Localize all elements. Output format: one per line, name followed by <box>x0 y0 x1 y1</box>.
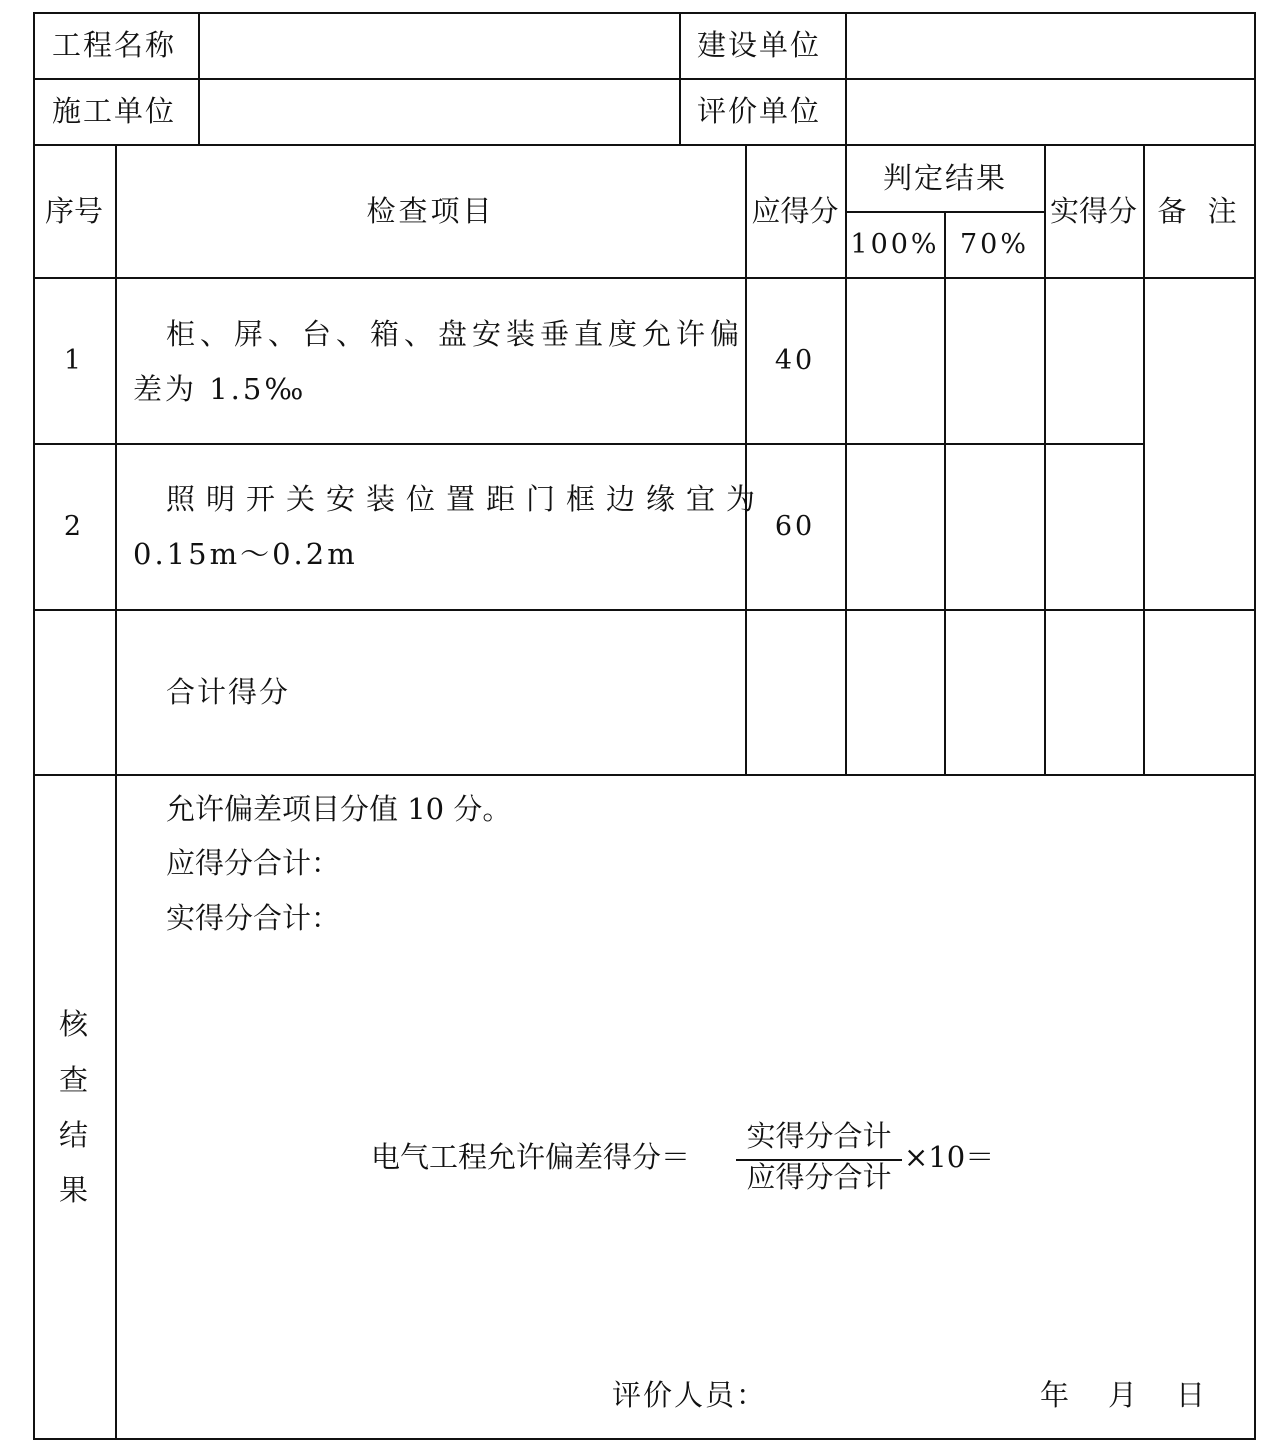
rule-row2-bottom <box>33 609 1256 611</box>
rule-v-header-label2 <box>845 12 847 145</box>
review-label-char-2: 查 <box>59 1063 89 1097</box>
date-month: 月 <box>1108 1378 1138 1412</box>
col-due-score-header: 应得分 <box>751 194 839 228</box>
row2-due-score: 60 <box>774 511 816 542</box>
rule-header-1 <box>33 78 1256 80</box>
row2-seq: 2 <box>63 511 85 542</box>
review-label-char-3: 结 <box>59 1118 89 1152</box>
review-line-2: 应得分合计： <box>166 846 341 880</box>
col-seq-header: 序号 <box>44 194 103 228</box>
row1-due-score: 40 <box>774 345 816 376</box>
col-judgement-header: 判定结果 <box>882 161 1007 195</box>
review-label-char-1: 核 <box>59 1007 89 1041</box>
rule-total-bottom <box>33 774 1256 776</box>
col-pct-70-header: 70% <box>959 229 1029 260</box>
col-remarks-header: 备 注 <box>1157 194 1243 228</box>
rule-v-item <box>745 144 747 775</box>
evaluator-label: 评价人员： <box>612 1378 768 1412</box>
rule-v-actual <box>1143 144 1145 775</box>
construction-unit-label: 建设单位 <box>697 28 822 62</box>
rule-v-pct <box>944 211 946 775</box>
formula-denominator: 应得分合计 <box>746 1160 892 1194</box>
row1-seq: 1 <box>63 345 85 376</box>
col-actual-score-header: 实得分 <box>1049 194 1137 228</box>
review-line-3: 实得分合计： <box>166 901 341 935</box>
col-pct-100-header: 100% <box>850 229 940 260</box>
row1-item-line1: 柜、屏、台、箱、盘安装垂直度允许偏 <box>166 317 745 351</box>
rule-v-judgement <box>1044 144 1046 775</box>
formula-suffix: ×10＝ <box>904 1140 995 1174</box>
col-item-header: 检查项目 <box>366 194 495 228</box>
rule-v-header-label <box>198 12 200 145</box>
total-score-label: 合计得分 <box>166 675 291 709</box>
date-year: 年 <box>1040 1378 1070 1412</box>
project-name-label: 工程名称 <box>52 28 177 62</box>
review-line-1: 允许偏差项目分值 10 分。 <box>166 792 512 826</box>
formula-prefix: 电气工程允许偏差得分＝ <box>371 1140 691 1174</box>
review-label-char-4: 果 <box>59 1173 89 1207</box>
builder-label: 施工单位 <box>52 94 177 128</box>
evaluator-unit-label: 评价单位 <box>697 94 822 128</box>
rule-columns-bottom <box>33 277 1256 279</box>
date-day: 日 <box>1176 1378 1206 1412</box>
rule-v-seq <box>115 144 117 1440</box>
row2-item-line1: 照明开关安装位置距门框边缘宜为 <box>166 482 767 516</box>
rule-row1-bottom <box>33 443 1144 445</box>
rule-v-header-mid <box>679 12 681 145</box>
formula-numerator: 实得分合计 <box>746 1119 892 1153</box>
row2-item-line2: 0.15m～0.2m <box>133 537 358 571</box>
row1-item-line2: 差为 1.5‰ <box>133 372 307 406</box>
rule-header-2 <box>33 144 1256 146</box>
